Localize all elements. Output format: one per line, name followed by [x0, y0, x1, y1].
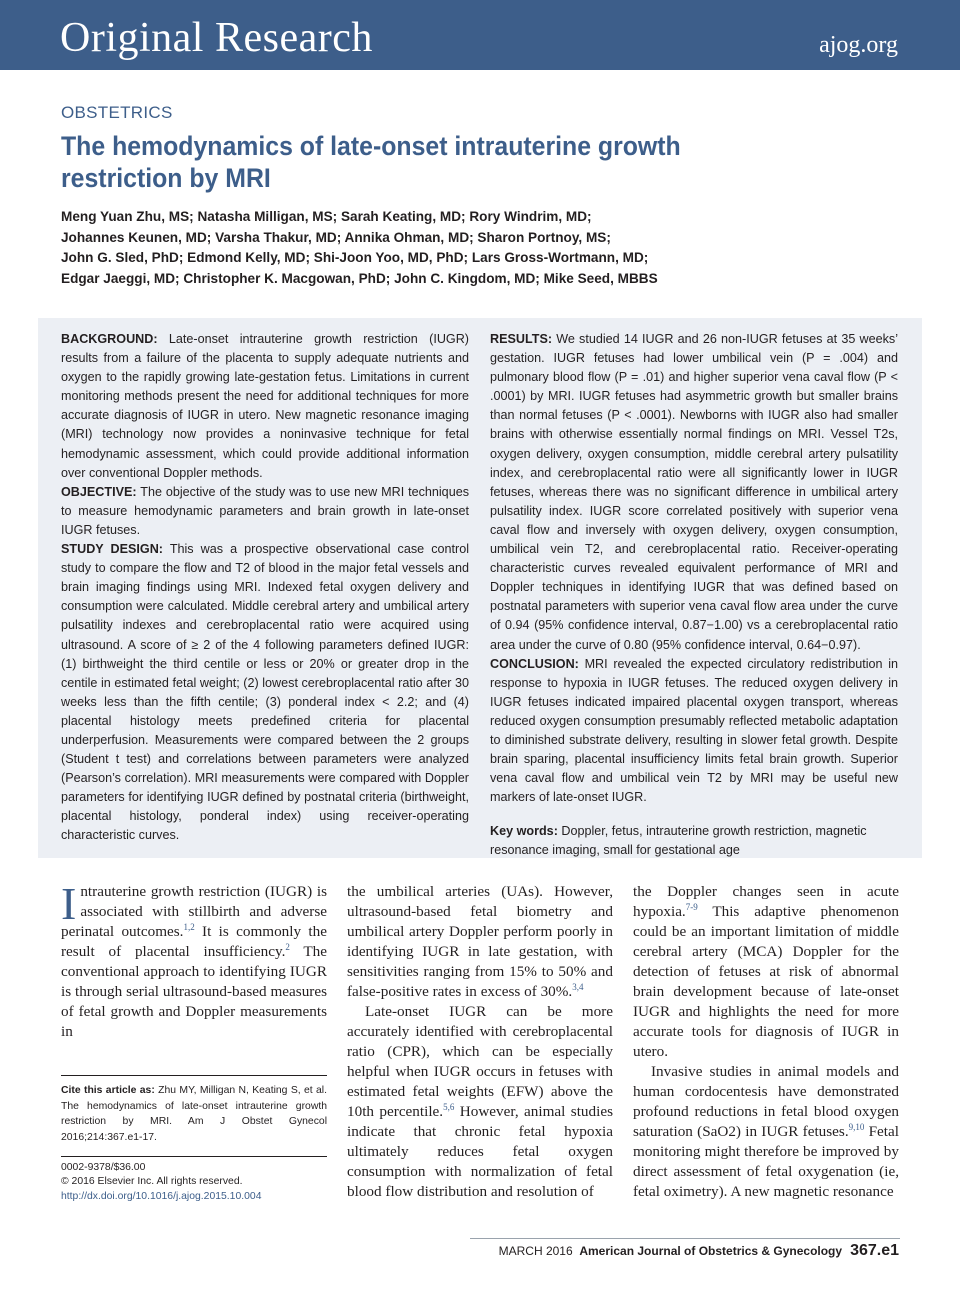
- reference-link[interactable]: 2: [285, 942, 290, 952]
- background-heading: BACKGROUND:: [61, 332, 158, 346]
- banner-title: Original Research: [60, 15, 373, 61]
- reference-link[interactable]: 3,4: [572, 982, 584, 992]
- copyright-block: [61, 1161, 327, 1204]
- intro-text: The conventional approach to identifying IUGR is through serial ultrasound-based measures of fetal growth and Doppler measurements in: [61, 943, 327, 1040]
- study-design-text: This was a prospective observational case control study to compare the flow and T2 of blood in the major fetal vessels and brain imaging findings using MRI. Indexed fetal oxygen delivery and consumption were calculated. Middle cerebral artery and umbilical artery pulsatility indexes and cerebroplacental ratio were acquired using ultrasound. A score of ≥ 2 of the 4 following parameters defined IUGR: (1) birthweight the third centile or less or 20% or greater drop in the centile in estimated fetal weight; (2) lowest cerebroplacental ratio after 30 weeks less than the fifth centile; (3) ponderal index < 2.2; and (4) placental histology meets predefined criteria for placental underperfusion. Measurements were compared between the 2 groups (Student t test) and correlations between parameters were analyzed (Pearson’s correlation). MRI measurements were compared with Doppler parameters for identifying IUGR defined by postnatal criteria (birthweight, placental histology, ponderal index) using receiver-operating characteristic curves.: [61, 542, 469, 843]
- author-line: Meng Yuan Zhu, MS; Natasha Milligan, MS; Sarah Keating, MD; Rory Windrim, MD;: [61, 209, 592, 224]
- abstract-conclusion: [490, 655, 898, 808]
- divider: [61, 1075, 327, 1076]
- spacer: [490, 807, 898, 822]
- intro-text: the umbilical arteries (UAs). However, ultrasound-based fetal biometry and umbilical artery Doppler perform poorly in identifying IUGR in late gestation, with sensitivities ranging from 15% to 50% and false-positive rates in excess of 30%.: [347, 883, 613, 1000]
- site-url-link[interactable]: ajog.org: [819, 32, 898, 58]
- article-title: [61, 130, 687, 194]
- journal-banner: [0, 0, 960, 70]
- abstract-objective: [61, 483, 469, 540]
- paragraph-text: However, animal studies indicate that chronic fetal hypoxia ultimately reduces fetal oxygen consumption with normalization of fetal blood flow distribution and resolution of: [347, 1103, 613, 1200]
- objective-heading: OBJECTIVE:: [61, 484, 137, 499]
- objective-text: The objective of the study was to use new MRI techniques to measure hemodynamic parameters and brain growth in late-onset IUGR fetuses.: [61, 484, 469, 537]
- body-column-2: [347, 882, 613, 1202]
- page-footer: [499, 1242, 899, 1260]
- paragraph-text: the Doppler changes seen in acute hypoxia.: [633, 883, 899, 920]
- abstract-background: [61, 330, 469, 483]
- author-list: [61, 207, 761, 289]
- abstract-study-design: [61, 540, 469, 846]
- reference-link[interactable]: 7-9: [685, 902, 698, 912]
- divider: [61, 1156, 327, 1157]
- keywords-text: Doppler, fetus, intrauterine growth restriction, magnetic resonance imaging, small for gestational age: [490, 824, 867, 858]
- reference-link[interactable]: 1,2: [183, 922, 195, 932]
- intro-paragraph: [61, 878, 327, 1042]
- study-design-heading: STUDY DESIGN:: [61, 542, 163, 557]
- keywords-heading: Key words:: [490, 824, 558, 839]
- abstract-results: [490, 330, 898, 655]
- copyright-text: © 2016 Elsevier Inc. All rights reserved.: [61, 1176, 243, 1188]
- intro-text: ntrauterine growth restriction (IUGR) is associated with stillbirth and adverse perinatal outcomes.: [61, 883, 327, 940]
- author-line: Edgar Jaeggi, MD; Christopher K. Macgowan, PhD; John C. Kingdom, MD; Mike Seed, MBBS: [61, 270, 658, 286]
- body-column-3: [633, 882, 899, 1202]
- citation-box: [61, 1083, 327, 1145]
- reference-link[interactable]: 9,10: [848, 1122, 865, 1132]
- paragraph-text: Late-onset IUGR can be more accurately identified with cerebroplacental ratio (CPR), which can be especially helpful when IUGR occurs in fetuses with estimated fetal weights (EFW) above the 10th percentile.: [347, 1003, 613, 1120]
- journal-name: American Journal of Obstetrics & Gynecology: [579, 1244, 843, 1258]
- results-heading: RESULTS:: [490, 332, 553, 346]
- title-line: The hemodynamics of late-onset intrauterine growth: [61, 131, 681, 161]
- author-line: John G. Sled, PhD; Edmond Kelly, MD; Shi-Joon Yoo, MD, PhD; Lars Gross-Wortmann, MD;: [61, 250, 649, 266]
- author-line: Johannes Keunen, MD; Varsha Thakur, MD; Annika Ohman, MD; Sharon Portnoy, MS;: [61, 229, 611, 245]
- issue-date: MARCH 2016: [498, 1244, 573, 1258]
- paragraph-text: Invasive studies in animal models and human cordocentesis have demonstrated profound reductions in fetal blood oxygen saturation (SaO2) in IUGR fetuses.: [633, 1063, 899, 1140]
- results-text: We studied 14 IUGR and 26 non-IUGR fetuses at 35 weeks’ gestation. IUGR fetuses had lower umbilical vein (P = .004) and pulmonary blood flow (P = .01) and higher superior vena caval flow (P < .0001) by MRI. IUGR fetuses had asymmetric growth but smaller brains than normal fetuses (P < .0001). Newborns with IUGR also had smaller brains with otherwise essentially normal findings on MRI. Vessel T2s, oxygen delivery, oxygen consumption, middle cerebral artery pulsatility index, and cerebroplacental ratio were all significantly lower in IUGR fetuses, whereas there was no significant difference in umbilical artery pulsatility index. IUGR score correlated positively with superior vena caval flow and inversely with oxygen delivery, oxygen consumption, umbilical vein T2, and cerebroplacental ratio. Receiver-operating characteristic curves revealed equivalent performance of MRI and Doppler techniques in identifying IUGR that was defined based on postnatal parameters with superior vena caval flow area under the curve of 0.94 (95% confidence interval, 0.87−1.00) vs a cerebroplacental ratio area under the curve of 0.80 (95% confidence interval, 0.64−0.97).: [490, 332, 898, 652]
- title-line: restriction by MRI: [61, 163, 271, 193]
- citation-text: Zhu MY, Milligan N, Keating S, et al. The hemodynamics of late-onset intrauterine growth restriction by MRI. Am J Obstet Gynecol 2016;214:367.e1-17.: [61, 1085, 327, 1143]
- abstract-keywords: [490, 822, 898, 860]
- reference-link[interactable]: 5,6: [443, 1102, 455, 1112]
- body-paragraph: [347, 1002, 613, 1202]
- body-paragraph: [633, 1062, 899, 1202]
- body-paragraph-continued: [633, 882, 899, 1062]
- background-text: Late-onset intrauterine growth restriction (IUGR) results from a failure of the placenta to supply adequate nutrients and oxygen to the rapidly growing late-gestation fetus. Limitations in current monitoring methods present the need for additional techniques for more accurate diagnosis of IUGR in utero. New magnetic resonance imaging (MRI) technology now provides a noninvasive technique for fetal hemodynamic assessment, which could provide additional information over conventional Doppler methods.: [61, 332, 470, 480]
- intro-paragraph-continued: [347, 882, 613, 1002]
- body-column-1: [61, 878, 327, 1042]
- conclusion-heading: CONCLUSION:: [490, 656, 579, 671]
- paragraph-text: Fetal monitoring might therefore be improved by direct assessment of fetal oxygenation (ie, fetal oximetry). A new magnetic resonance: [633, 1123, 899, 1200]
- paragraph-text: This adaptive phenomenon could be an important limitation of middle cerebral artery (MCA) Doppler for the detection of fetuses at risk of abnormal brain development because of late-onset IUGR and highlights the need for more accurate tools for diagnosis of IUGR in utero.: [633, 903, 899, 1060]
- divider: [470, 1238, 900, 1239]
- intro-text: It is commonly the result of placental insufficiency.: [61, 923, 327, 960]
- abstract-left-column: [61, 330, 469, 846]
- conclusion-text: MRI revealed the expected circulatory redistribution in response to hypoxia in IUGR fetuses. The reduced oxygen delivery in IUGR fetuses indicated impaired placental oxygen transport, whereas reduced oxygen consumption presumably reflected metabolic adaptation to diminished substrate delivery, resulting in slower fetal growth. Despite brain sparing, placental insufficiency limits fetal brain growth. Superior vena caval flow and umbilical vein T2 by MRI may be useful new markers of late-onset IUGR.: [490, 656, 899, 805]
- doi-link[interactable]: http://dx.doi.org/10.1016/j.ajog.2015.10.004: [61, 1190, 262, 1202]
- section-label: OBSTETRICS: [61, 103, 173, 122]
- drop-cap: I: [61, 878, 77, 929]
- page-number: 367.e1: [850, 1242, 899, 1259]
- abstract-right-column: [490, 330, 898, 861]
- citation-heading: Cite this article as:: [61, 1085, 155, 1096]
- issn-text: 0002-9378/$36.00: [61, 1162, 146, 1173]
